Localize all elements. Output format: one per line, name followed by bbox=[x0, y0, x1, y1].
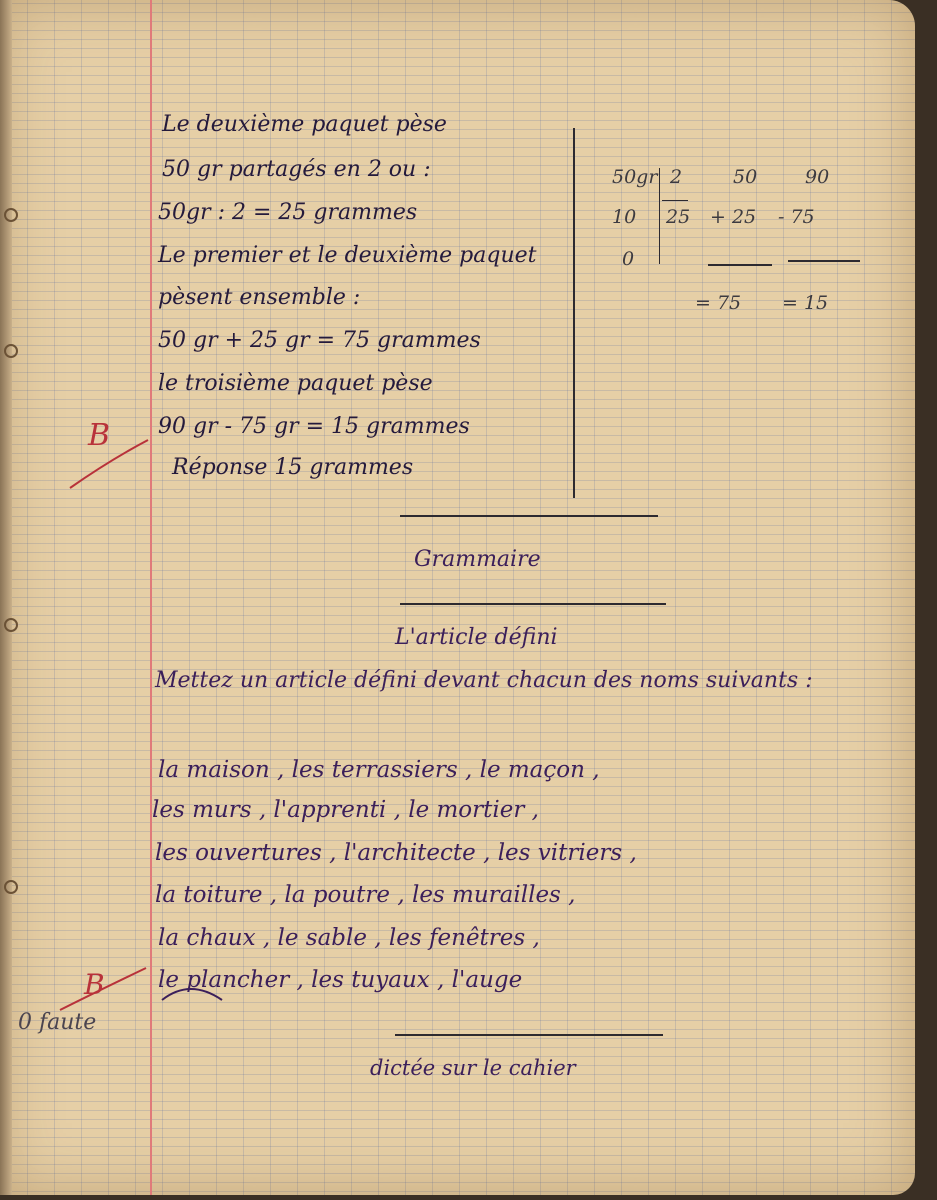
grammar-line: la toiture , la poutre , les murailles , bbox=[155, 882, 576, 908]
grammar-line: la chaux , le sable , les fenêtres , bbox=[158, 925, 540, 951]
calc-add-a: 50 bbox=[733, 166, 758, 188]
section-separator bbox=[395, 1034, 663, 1036]
grade-mark: B bbox=[88, 418, 111, 453]
math-line: Le deuxième paquet pèse bbox=[162, 112, 447, 137]
grammar-line: le plancher , les tuyaux , l'auge bbox=[158, 967, 523, 993]
calc-sub-b: - 75 bbox=[778, 206, 815, 228]
calc-sub-a: 90 bbox=[805, 166, 830, 188]
math-line: 50 gr partagés en 2 ou : bbox=[162, 157, 431, 182]
math-line: 50gr : 2 = 25 grammes bbox=[158, 200, 418, 225]
math-line: 50 gr + 25 gr = 75 grammes bbox=[158, 328, 481, 353]
grade-mark: B bbox=[84, 968, 105, 1001]
math-answer: Réponse 15 grammes bbox=[172, 455, 414, 480]
section-separator bbox=[400, 603, 666, 605]
grammar-title: Grammaire bbox=[414, 547, 541, 572]
calc-zero: 0 bbox=[622, 248, 635, 270]
calc-quotient: 25 bbox=[666, 206, 691, 228]
math-line: Le premier et le deuxième paquet bbox=[158, 243, 537, 268]
grammar-line: la maison , les terrassiers , le maçon , bbox=[158, 757, 600, 783]
math-line: pèsent ensemble : bbox=[158, 285, 361, 310]
math-line: 90 gr - 75 gr = 15 grammes bbox=[158, 414, 470, 439]
calc-sub-result: = 15 bbox=[782, 292, 829, 314]
grammar-line: les ouvertures , l'architecte , les vitriers , bbox=[155, 840, 637, 866]
section-separator bbox=[400, 515, 658, 517]
fault-count: 0 faute bbox=[18, 1010, 97, 1035]
grammar-subtitle: L'article défini bbox=[395, 625, 558, 650]
math-line: le troisième paquet pèse bbox=[158, 371, 433, 396]
calc-remainder: 10 bbox=[612, 206, 637, 228]
calc-add-b: + 25 bbox=[710, 206, 757, 228]
dictation-note: dictée sur le cahier bbox=[370, 1056, 576, 1080]
calc-add-result: = 75 bbox=[695, 292, 742, 314]
grammar-instruction: Mettez un article défini devant chacun des noms suivants : bbox=[155, 668, 813, 693]
grammar-line: les murs , l'apprenti , le mortier , bbox=[152, 797, 539, 823]
calc-dividend: 50gr bbox=[612, 166, 658, 188]
calc-divisor: 2 bbox=[670, 166, 683, 188]
